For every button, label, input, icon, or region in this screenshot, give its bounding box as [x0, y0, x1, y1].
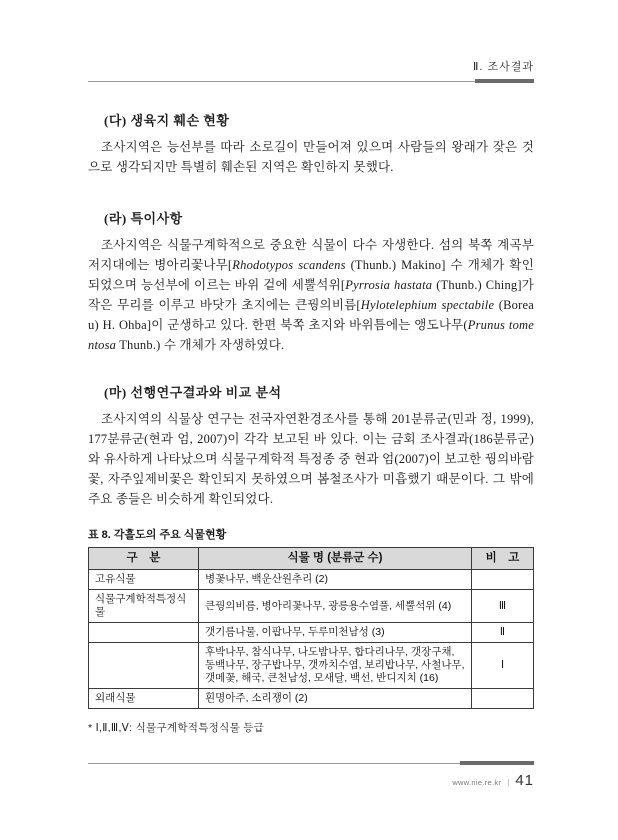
footer-separator: | — [507, 778, 510, 787]
footer-rule — [88, 763, 534, 764]
table-caption: 표 8. 각흘도의 주요 식물현황 — [88, 529, 227, 541]
section-paragraph — [88, 409, 534, 509]
table-row — [89, 623, 534, 643]
table-footnote: * Ⅰ,Ⅱ,Ⅲ,Ⅴ: 식물구계학적특정식물 등급 — [88, 722, 265, 734]
table-row — [89, 590, 534, 623]
table-row — [89, 643, 534, 689]
section-comparison-analysis — [88, 382, 534, 509]
page-footer — [88, 763, 534, 790]
section-paragraph — [88, 235, 534, 355]
header-rule-accent — [475, 79, 534, 83]
section-special-notes — [88, 208, 534, 355]
section-heading: (마) 선행연구결과와 비교 분석 — [104, 385, 282, 400]
section-habitat-damage — [88, 110, 534, 177]
footer-text — [88, 772, 534, 790]
footer-rule-accent — [460, 761, 534, 765]
plants-cell: 병꽃나무, 백운산원추리 (2) — [199, 570, 472, 590]
footer-page-number: 41 — [515, 772, 534, 789]
table-header-row — [89, 548, 534, 570]
category-cell: 식물구계학적특정식물 — [89, 590, 199, 623]
section-paragraph — [88, 137, 534, 177]
section-heading: (라) 특이사항 — [104, 211, 183, 226]
scientific-name: Hylotelephium spectabile — [360, 298, 495, 312]
note-cell: Ⅱ — [472, 623, 534, 643]
note-cell: Ⅰ — [472, 643, 534, 689]
scientific-name: Prunus tomentosa — [88, 318, 534, 352]
header-rule — [88, 81, 534, 82]
paragraph-text: (Boreau) H. Ohba]이 군생하고 있다. 한편 북쪽 초지와 바위틈에는 앵도나무( — [88, 298, 534, 332]
paragraph-text: Thunb.) 수 개체가 자생하였다. — [116, 338, 285, 352]
note-cell: Ⅲ — [472, 590, 534, 623]
plants-cell: 큰꿩의비름, 병아리꽃나무, 광릉용수염풀, 세뿔석위 (4) — [199, 590, 472, 623]
plants-cell: 후박나무, 참식나무, 나도밤나무, 합다리나무, 갯장구채, 동백나무, 장구밥나무, 갯까치수염, 보리밥나무, 사철나무, 갯메꽃, 해국, 큰천남성, 모새달, 백선, 반디지치 (16) — [199, 643, 472, 689]
table-body — [89, 570, 534, 709]
section-heading: (다) 생육지 훼손 현황 — [104, 113, 230, 128]
note-cell — [472, 689, 534, 709]
scientific-name: Pyrrosia hastata — [345, 278, 433, 292]
footer-site-url: www.nie.re.kr — [452, 778, 502, 787]
paragraph-text: 조사지역은 식물구계학적으로 중요한 식물이 다수 자생한다. 섬의 북쪽 계곡부 저지대에는 병아리꽃나무[ — [88, 238, 534, 272]
paragraph-text: 조사지역의 식물상 연구는 전국자연환경조사를 통해 201분류군(민과 정, 1999), 177분류군(현과 엄, 2007)이 각각 보고된 바 있다. 이는 금회 조사결과(186분류군)와 유사하게 나타났으며 식물구계학적 특정종 중 현과 엄(2007)이 보고한 꿩의바람꽃, 자주잎제비꽃은 확인되지 못하였으며 봄철조사가 미흡했기 때문이다. 그 밖에 주요 종들은 비슷하게 확인되었다. — [88, 412, 534, 506]
note-cell — [472, 570, 534, 590]
header-section-label: Ⅱ. 조사결과 — [472, 61, 534, 73]
category-cell — [89, 623, 199, 643]
category-cell — [89, 643, 199, 689]
plants-cell: 갯기름나물, 이팝나무, 두루미천남성 (3) — [199, 623, 472, 643]
plants-cell: 흰명아주, 소리쟁이 (2) — [199, 689, 472, 709]
plants-status-table — [88, 547, 534, 709]
category-cell: 외래식물 — [89, 689, 199, 709]
category-cell: 고유식물 — [89, 570, 199, 590]
column-header-category: 구 분 — [89, 548, 199, 570]
table-row — [89, 570, 534, 590]
page-header — [88, 58, 534, 82]
paragraph-text: (Thunb.) Ching]가 작은 무리를 이루고 바닷가 초지에는 큰꿩의비름[ — [88, 278, 535, 312]
scientific-name: Rhodotypos scandens — [232, 258, 346, 272]
table-row — [89, 689, 534, 709]
column-header-plants: 식물 명 (분류군 수) — [199, 548, 472, 570]
paragraph-text: 조사지역은 능선부를 따라 소로길이 만들어져 있으며 사람들의 왕래가 잦은 것으로 생각되지만 특별히 훼손된 지역은 확인하지 못했다. — [88, 140, 534, 174]
paragraph-text: (Thunb.) Makino] 수 개체가 확인되었으며 능선부에 이르는 바위 겉에 세뿔석위[ — [88, 258, 534, 292]
column-header-note: 비 고 — [472, 548, 534, 570]
